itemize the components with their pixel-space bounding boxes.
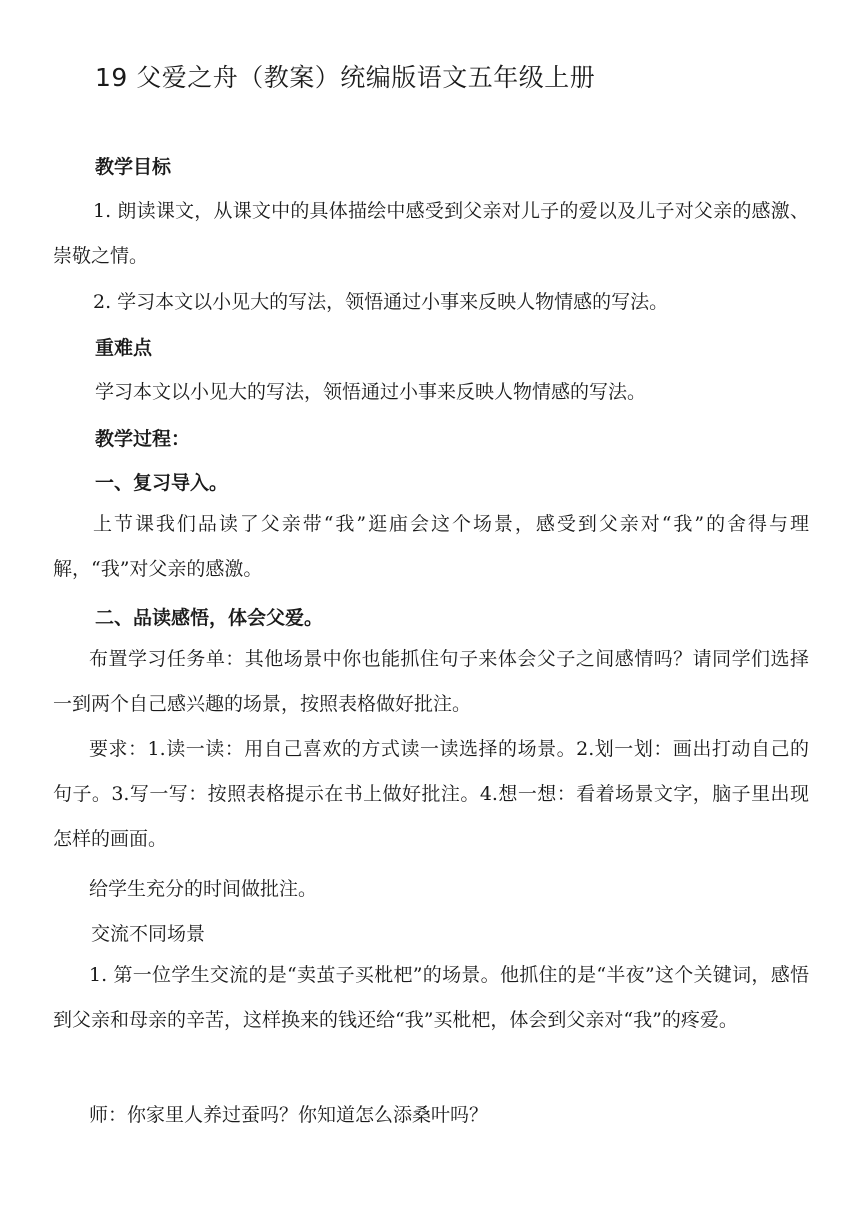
step-1-paragraph: 上节课我们品读了父亲带“我”逛庙会这个场景，感受到父亲对“我”的舍得与理解，“我”对父亲的感激。 [53, 513, 809, 580]
heading-step-1-review: 一、复习导入。 [95, 472, 229, 494]
teacher-question-paragraph: 师：你家里人养过蚕吗？你知道怎么添桑叶吗？ [89, 1104, 489, 1126]
heading-teaching-process: 教学过程： [95, 428, 191, 450]
goal-2-paragraph: 2. 学习本文以小见大的写法，领悟通过小事来反映人物情感的写法。 [93, 291, 669, 313]
heading-teaching-goals: 教学目标 [95, 156, 172, 178]
key-points-paragraph: 学习本文以小见大的写法，领悟通过小事来反映人物情感的写法。 [95, 381, 647, 403]
heading-step-2-reading: 二、品读感悟，体会父爱。 [95, 607, 324, 629]
goal-1-paragraph: 1. 朗读课文，从课文中的具体描绘中感受到父亲对儿子的爱以及儿子对父亲的感激、崇敬之情。 [53, 200, 809, 267]
heading-key-points: 重难点 [95, 337, 153, 359]
task-sheet-paragraph: 布置学习任务单：其他场景中你也能抓住句子来体会父子之间感情吗？请同学们选择一到两个自己感兴趣的场景，按照表格做好批注。 [53, 648, 809, 715]
document-title: 19 父爱之舟（教案）统编版语文五年级上册 [95, 63, 596, 92]
exchange-1-paragraph: 1. 第一位学生交流的是“卖茧子买枇杷”的场景。他抓住的是“半夜”这个关键词，感悟到父亲和母亲的辛苦，这样换来的钱还给“我”买枇杷，体会到父亲对“我”的疼爱。 [53, 964, 809, 1031]
requirements-paragraph: 要求：1.读一读：用自己喜欢的方式读一读选择的场景。2.划一划：画出打动自己的句子。3.写一写：按照表格提示在书上做好批注。4.想一想：看着场景文字，脑子里出现怎样的画面。 [53, 738, 809, 850]
heading-exchange-scenes: 交流不同场景 [91, 923, 206, 945]
annotation-time-paragraph: 给学生充分的时间做批注。 [89, 878, 318, 900]
